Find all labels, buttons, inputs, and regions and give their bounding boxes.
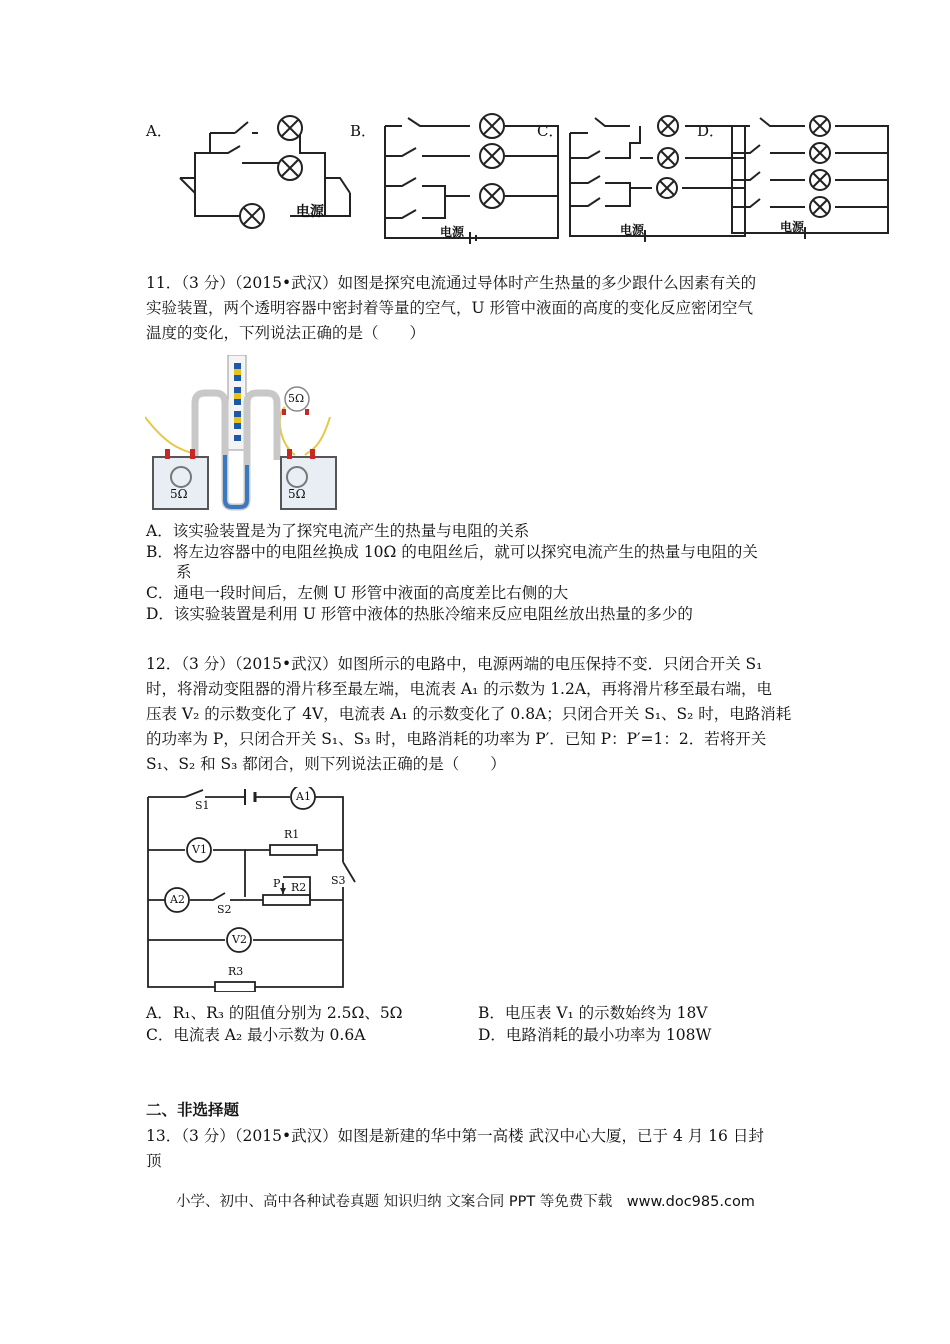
option-b-letter: B． [350,122,377,140]
q11-stem-line1: 11．（3 分）（2015•武汉）如图是探究电流通过导体时产生热量的多少跟什么因素有关的 [146,274,757,292]
resistor-right-label: 5Ω [288,487,306,501]
q11-stem-line2: 实验装置，两个透明容器中密封着等量的空气，U 形管中液面的高度的变化反应密闭空气 [146,299,753,317]
resistor-outside-label: 5Ω [288,392,305,405]
option-a-letter: A． [146,122,172,140]
r2-label: R2 [291,881,307,894]
q12-option-a: A．R₁、R₃ 的阻值分别为 2.5Ω、5Ω [146,1004,403,1022]
q12-stem-line5: S₁、S₂ 和 S₃ 都闭合，则下列说法正确的是（ ） [146,755,506,773]
q13-stem-line1: 13．（3 分）（2015•武汉）如图是新建的华中第一高楼 武汉中心大厦，已于 4 月 16 日封 [146,1127,764,1145]
source-label-b: 电源 [440,225,465,239]
source-label-c: 电源 [620,223,645,237]
q12-option-b: B．电压表 V₁ 的示数始终为 18V [478,1004,708,1022]
q12-circuit-svg [145,787,360,992]
q10-options-figure [140,108,900,248]
q11-option-b-line2: 系 [176,563,192,581]
resistor-left-label: 5Ω [170,487,188,501]
r3-label: R3 [228,965,244,978]
a1-label: A1 [296,790,311,803]
v2-label: V2 [232,933,247,946]
q12-circuit-figure [145,787,360,992]
option-c-letter: C． [537,122,564,140]
q13-stem-line2: 顶 [146,1152,162,1170]
s1-label: S1 [195,799,210,812]
s3-label: S3 [331,874,346,887]
s2-label: S2 [217,903,232,916]
q12-stem-line4: 的功率为 P，只闭合开关 S₁、S₃ 时，电路消耗的功率为 P′．已知 P：P′=1：2．若将开关 [146,730,767,748]
source-label-a: 电源 [296,204,324,220]
q11-option-d: D．该实验装置是利用 U 形管中液体的热胀冷缩来反应电阻丝放出热量的多少的 [146,605,693,623]
r1-label: R1 [284,828,300,841]
q11-figure [145,355,340,515]
q12-stem-line2: 时，将滑动变阻器的滑片移至最左端，电流表 A₁ 的示数为 1.2A，再将滑片移至最右端，电 [146,680,773,698]
q11-stem-line3: 温度的变化，下列说法正确的是（ ） [146,324,426,342]
a2-label: A2 [170,893,185,906]
page-footer: 小学、初中、高中各种试卷真题 知识归纳 文案合同 PPT 等免费下载 www.doc985.com [176,1194,755,1210]
q11-option-a: A．该实验装置是为了探究电流产生的热量与电阻的关系 [146,522,530,540]
source-label-d: 电源 [780,220,805,234]
v1-label: V1 [192,843,207,856]
q11-option-b-line1: B．将左边容器中的电阻丝换成 10Ω 的电阻丝后，就可以探究电流产生的热量与电阻的关 [146,543,758,561]
section-heading: 二、非选择题 [146,1101,240,1119]
option-d-letter: D． [697,122,725,140]
q12-stem-line3: 压表 V₂ 的示数变化了 4V，电流表 A₁ 的示数变化了 0.8A；只闭合开关 S₁、S₂ 时，电路消耗 [146,705,792,723]
q11-option-c: C．通电一段时间后，左侧 U 形管中液面的高度差比右侧的大 [146,584,569,602]
q12-stem-line1: 12．（3 分）（2015•武汉）如图所示的电路中，电源两端的电压保持不变．只闭合开关 S₁ [146,655,763,673]
q12-option-d: D．电路消耗的最小功率为 108W [478,1026,712,1044]
p-label: P [273,877,281,890]
q12-option-c: C．电流表 A₂ 最小示数为 0.6A [146,1026,366,1044]
